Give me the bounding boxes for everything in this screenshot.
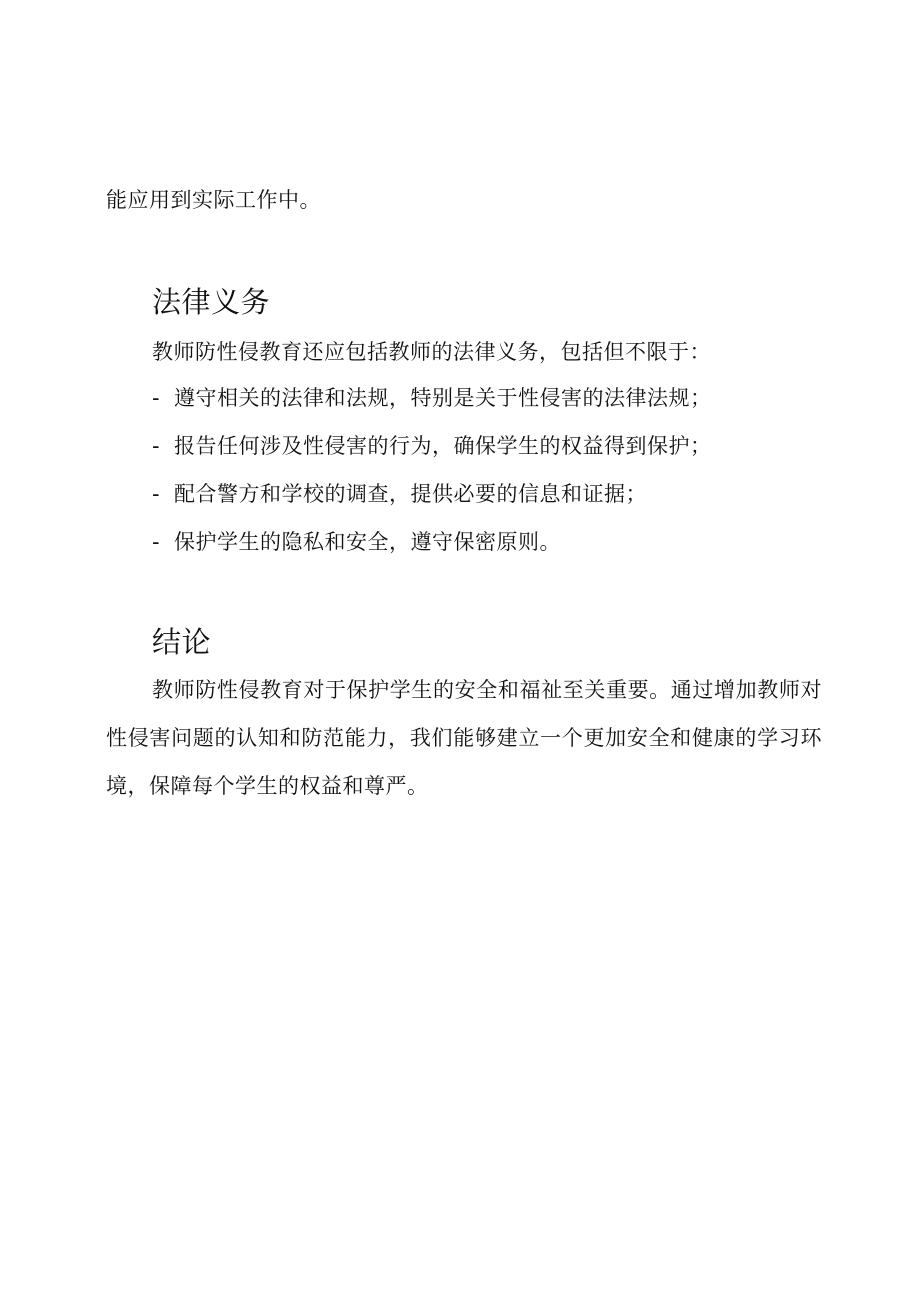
paragraph-line: 教师防性侵教育对于保护学生的安全和福祉至关重要。通过增加教师对 bbox=[152, 678, 822, 702]
paragraph-line: 境，保障每个学生的权益和尊严。 bbox=[106, 774, 429, 798]
bullet-marker: - bbox=[152, 434, 161, 458]
list-item bbox=[152, 470, 647, 518]
continuation-text: 能应用到实际工作中。 bbox=[106, 188, 321, 212]
bullet-marker: - bbox=[152, 530, 161, 554]
section-heading-legal: 法律义务 bbox=[152, 285, 271, 319]
list-item-text: 保护学生的隐私和安全，遵守保密原则。 bbox=[174, 530, 561, 554]
bullet-marker: - bbox=[152, 386, 161, 410]
conclusion-paragraph bbox=[106, 666, 822, 810]
section-heading-conclusion: 结论 bbox=[152, 625, 212, 659]
list-item bbox=[152, 422, 712, 470]
legal-intro: 教师防性侵教育还应包括教师的法律义务，包括但不限于： bbox=[152, 340, 711, 364]
list-item bbox=[152, 518, 561, 566]
list-item-text: 遵守相关的法律和法规，特别是关于性侵害的法律法规； bbox=[174, 386, 712, 410]
list-item-text: 配合警方和学校的调查，提供必要的信息和证据； bbox=[174, 482, 647, 506]
paragraph-line: 性侵害问题的认知和防范能力，我们能够建立一个更加安全和健康的学习环 bbox=[106, 726, 822, 750]
bullet-marker: - bbox=[152, 482, 161, 506]
list-item bbox=[152, 374, 712, 422]
list-item-text: 报告任何涉及性侵害的行为，确保学生的权益得到保护； bbox=[174, 434, 712, 458]
